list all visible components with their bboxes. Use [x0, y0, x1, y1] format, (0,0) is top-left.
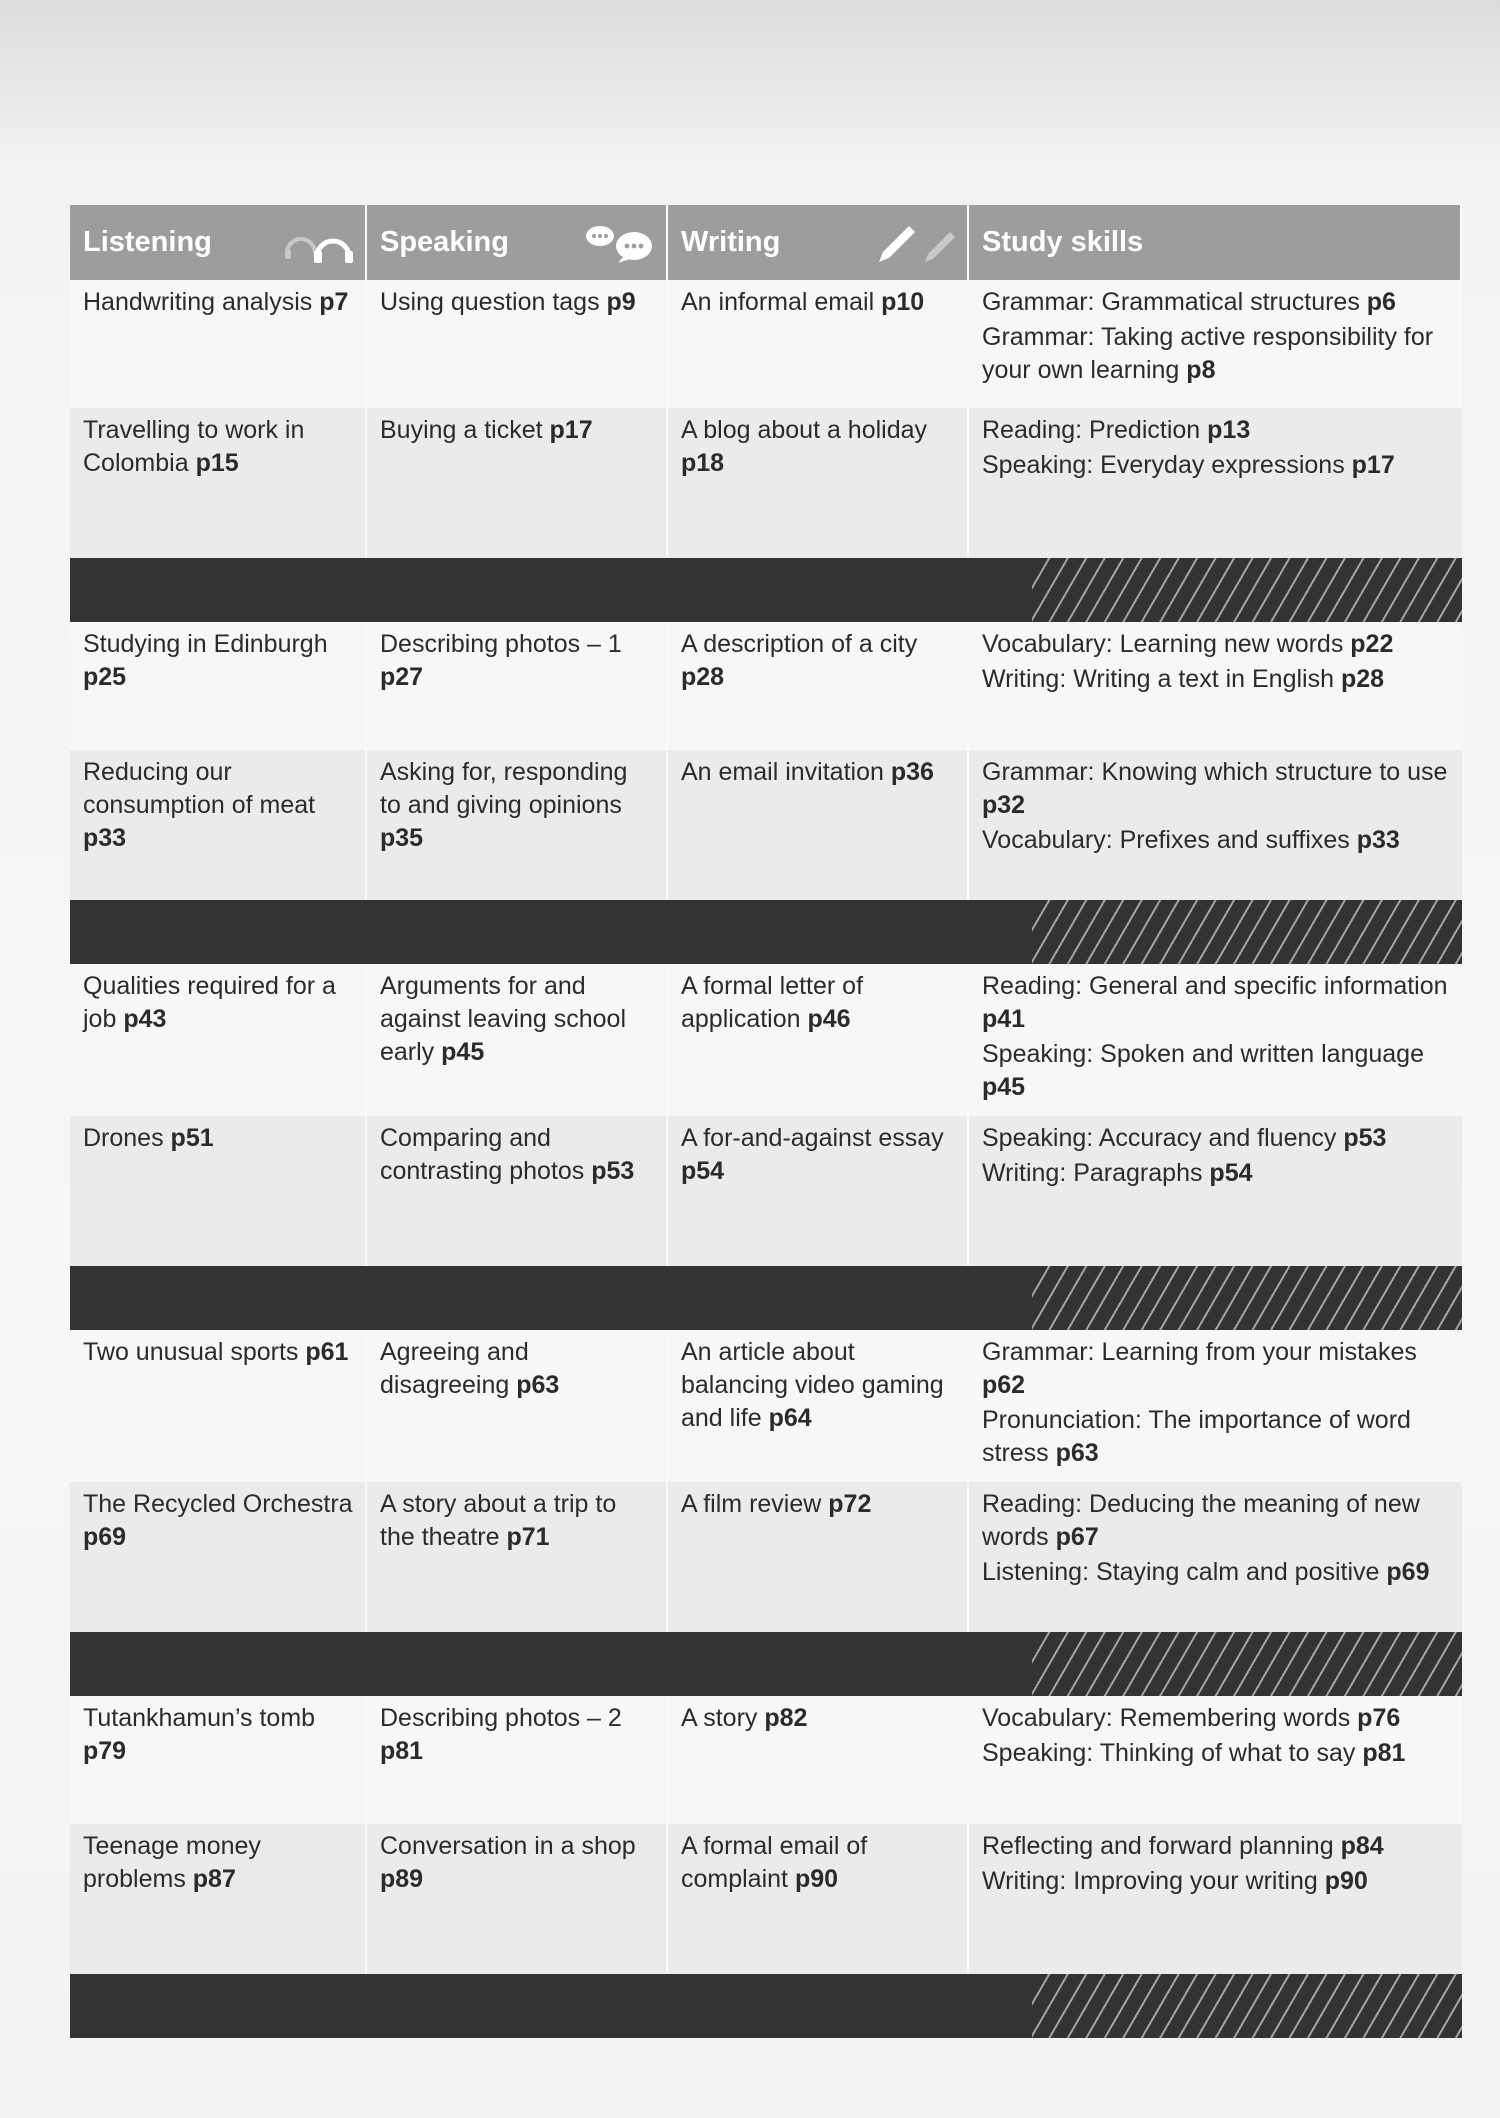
- table-cell: [969, 1330, 1462, 1482]
- table-cell: [367, 622, 668, 750]
- table-cell: [70, 1330, 367, 1482]
- study-skill-item: [982, 663, 1450, 696]
- entry-text: A for-and-against essay: [681, 1124, 944, 1152]
- entry-text: A blog about a holiday: [681, 416, 928, 444]
- study-skill-item: [982, 321, 1450, 387]
- page-reference: p69: [83, 1523, 127, 1551]
- table-cell: [969, 1482, 1462, 1632]
- entry-text: A story: [681, 1704, 765, 1732]
- entry-text: An email invitation: [681, 758, 891, 786]
- study-skill-item: [982, 1702, 1450, 1735]
- page-reference: p67: [1055, 1523, 1099, 1551]
- page-reference: p81: [380, 1737, 424, 1765]
- table-cell: [969, 1824, 1462, 1974]
- unit-divider-band: [70, 558, 1462, 622]
- table-cell: [668, 1330, 969, 1482]
- page-reference: p63: [1055, 1439, 1099, 1467]
- table-cell: [70, 1482, 367, 1632]
- study-skill-item: [982, 824, 1450, 857]
- entry-text: Handwriting analysis: [83, 288, 320, 316]
- page-reference: p28: [1340, 665, 1385, 693]
- page-reference: p7: [319, 288, 349, 316]
- headphones-icon: [283, 223, 353, 263]
- entry-text: Reading: General and specific information: [982, 972, 1448, 1000]
- table-cell: [668, 280, 969, 408]
- table-cell: [70, 622, 367, 750]
- entry-text: Teenage money problems: [83, 1832, 261, 1893]
- page-reference: p90: [1324, 1867, 1368, 1895]
- entry-text: Writing: Writing a text in English: [982, 665, 1341, 693]
- table-cell: [668, 1482, 969, 1632]
- entry-text: Speaking: Spoken and written language: [982, 1040, 1424, 1068]
- page-reference: p33: [1356, 826, 1400, 854]
- entry-text: Studying in Edinburgh: [83, 630, 328, 658]
- table-cell: [969, 964, 1462, 1116]
- table-cell: [70, 1116, 367, 1266]
- column-header-label: Writing: [681, 226, 781, 258]
- entry-text: Conversation in a shop: [380, 1832, 636, 1860]
- study-skill-item: [982, 970, 1450, 1036]
- page-reference: p33: [83, 824, 127, 852]
- table-cell: [367, 1330, 668, 1482]
- page-reference: p45: [982, 1073, 1026, 1101]
- column-header-label: Study skills: [982, 226, 1144, 258]
- table-cell: [668, 1696, 969, 1824]
- column-header-listening: [70, 205, 367, 280]
- table-cell: [668, 1116, 969, 1266]
- entry-text: Tutankhamun’s tomb: [83, 1704, 316, 1732]
- unit-divider-band: [70, 1632, 1462, 1696]
- entry-text: Speaking: Everyday expressions: [982, 451, 1352, 479]
- page-reference: p62: [982, 1371, 1026, 1399]
- page-reference: p41: [982, 1005, 1026, 1033]
- entry-text: Asking for, responding to and giving opinions: [380, 758, 628, 819]
- page-reference: p36: [890, 758, 934, 786]
- page-reference: p46: [807, 1005, 851, 1033]
- page-reference: p22: [1350, 630, 1394, 658]
- page-reference: p76: [1357, 1704, 1401, 1732]
- page-reference: p54: [1209, 1159, 1253, 1187]
- study-skill-item: [982, 1556, 1450, 1589]
- entry-text: Reading: Prediction: [982, 416, 1208, 444]
- table-cell: [70, 1824, 367, 1974]
- entry-text: Writing: Paragraphs: [982, 1159, 1210, 1187]
- entry-text: Pronunciation: The importance of word stress: [982, 1406, 1411, 1467]
- column-header-label: Listening: [83, 226, 212, 258]
- page-reference: p69: [1386, 1558, 1430, 1586]
- entry-text: Using question tags: [380, 288, 607, 316]
- entry-text: Grammar: Taking active responsibility for your own learning: [982, 323, 1434, 384]
- entry-text: Vocabulary: Learning new words: [982, 630, 1351, 658]
- study-skill-item: [982, 1122, 1450, 1155]
- entry-text: Agreeing and disagreeing: [380, 1338, 529, 1399]
- page-reference: p43: [123, 1005, 167, 1033]
- page-reference: p18: [681, 449, 725, 477]
- entry-text: Arguments for and against leaving school early: [380, 972, 626, 1066]
- study-skill-item: [982, 1157, 1450, 1190]
- page-reference: p45: [441, 1038, 485, 1066]
- entry-text: Grammar: Grammatical structures: [982, 288, 1367, 316]
- unit-divider-band: [70, 900, 1462, 964]
- entry-text: Reducing our consumption of meat: [83, 758, 316, 819]
- page-reference: p72: [828, 1490, 872, 1518]
- table-cell: [70, 964, 367, 1116]
- table-cell: [70, 1696, 367, 1824]
- entry-text: Writing: Improving your writing: [982, 1867, 1325, 1895]
- table-cell: [70, 408, 367, 558]
- page-reference: p90: [794, 1865, 839, 1893]
- entry-text: Drones: [83, 1124, 171, 1152]
- pencil-icon: [875, 222, 955, 264]
- entry-text: Qualities required for a job: [83, 972, 336, 1033]
- table-cell: [367, 1482, 668, 1632]
- entry-text: The Recycled Orchestra: [83, 1490, 353, 1518]
- entry-text: A film review: [681, 1490, 829, 1518]
- entry-text: Speaking: Thinking of what to say: [982, 1739, 1363, 1767]
- page-reference: p32: [982, 791, 1026, 819]
- speech-bubble-icon: [584, 222, 654, 264]
- table-cell: [367, 750, 668, 900]
- study-skill-item: [982, 1038, 1450, 1104]
- entry-text: A story about a trip to the theatre: [380, 1490, 617, 1551]
- page-reference: p17: [1351, 451, 1395, 479]
- unit-divider-band: [70, 1266, 1462, 1330]
- page-reference: p35: [380, 824, 424, 852]
- page-reference: p54: [681, 1157, 725, 1185]
- entry-text: A formal letter of application: [681, 972, 864, 1033]
- entry-text: A description of a city: [681, 630, 918, 658]
- study-skill-item: [982, 756, 1450, 822]
- entry-text: Buying a ticket: [380, 416, 550, 444]
- page-reference: p25: [83, 663, 127, 691]
- column-header-writing: [668, 205, 969, 280]
- contents-table: [70, 205, 1462, 2038]
- study-skill-item: [982, 1336, 1450, 1402]
- page-reference: p6: [1366, 288, 1396, 316]
- page-reference: p17: [549, 416, 593, 444]
- table-cell: [668, 750, 969, 900]
- entry-text: Comparing and contrasting photos: [380, 1124, 592, 1185]
- entry-text: Reflecting and forward planning: [982, 1832, 1341, 1860]
- study-skill-item: [982, 414, 1450, 447]
- page-reference: p64: [768, 1404, 812, 1432]
- column-header-speaking: [367, 205, 668, 280]
- table-cell: [70, 280, 367, 408]
- page-reference: p13: [1207, 416, 1251, 444]
- page-reference: p10: [881, 288, 925, 316]
- table-cell: [969, 1116, 1462, 1266]
- table-cell: [367, 1116, 668, 1266]
- table-cell: [969, 750, 1462, 900]
- entry-text: An informal email: [681, 288, 882, 316]
- table-cell: [367, 1824, 668, 1974]
- study-skill-item: [982, 1830, 1450, 1863]
- column-header-label: Speaking: [380, 226, 509, 258]
- study-skill-item: [982, 1865, 1450, 1898]
- entry-text: Listening: Staying calm and positive: [982, 1558, 1387, 1586]
- table-cell: [969, 280, 1462, 408]
- table-cell: [668, 408, 969, 558]
- page-reference: p61: [305, 1338, 349, 1366]
- page-reference: p89: [380, 1865, 424, 1893]
- study-skill-item: [982, 449, 1450, 482]
- study-skill-item: [982, 628, 1450, 661]
- entry-text: Vocabulary: Remembering words: [982, 1704, 1358, 1732]
- column-header-study-skills: [969, 205, 1462, 280]
- page-reference: p8: [1186, 356, 1216, 384]
- page-reference: p53: [591, 1157, 635, 1185]
- page-reference: p71: [506, 1523, 550, 1551]
- page-reference: p82: [764, 1704, 808, 1732]
- page-reference: p79: [83, 1737, 127, 1765]
- table-cell: [668, 964, 969, 1116]
- entry-text: Describing photos – 1: [380, 630, 622, 658]
- table-cell: [969, 408, 1462, 558]
- study-skill-item: [982, 1404, 1450, 1470]
- table-cell: [969, 622, 1462, 750]
- entry-text: Reading: Deducing the meaning of new words: [982, 1490, 1420, 1551]
- page-reference: p28: [681, 663, 725, 691]
- table-cell: [969, 1696, 1462, 1824]
- entry-text: Vocabulary: Prefixes and suffixes: [982, 826, 1357, 854]
- table-cell: [668, 1824, 969, 1974]
- entry-text: Describing photos – 2: [380, 1704, 622, 1732]
- table-cell: [668, 622, 969, 750]
- page-reference: p63: [516, 1371, 560, 1399]
- entry-text: An article about balancing video gaming and life: [681, 1338, 944, 1432]
- table-cell: [367, 280, 668, 408]
- entry-text: Speaking: Accuracy and fluency: [982, 1124, 1344, 1152]
- study-skill-item: [982, 286, 1450, 319]
- page-reference: p15: [195, 449, 239, 477]
- page-reference: p87: [192, 1865, 236, 1893]
- entry-text: Grammar: Knowing which structure to use: [982, 758, 1448, 786]
- study-skill-item: [982, 1737, 1450, 1770]
- page-reference: p53: [1343, 1124, 1387, 1152]
- entry-text: Two unusual sports: [83, 1338, 306, 1366]
- entry-text: A formal email of complaint: [681, 1832, 868, 1893]
- table-cell: [367, 964, 668, 1116]
- entry-text: Travelling to work in Colombia: [83, 416, 305, 477]
- page-reference: p84: [1340, 1832, 1384, 1860]
- page-reference: p51: [170, 1124, 214, 1152]
- table-cell: [367, 1696, 668, 1824]
- page-reference: p9: [606, 288, 636, 316]
- study-skill-item: [982, 1488, 1450, 1554]
- table-cell: [70, 750, 367, 900]
- page-reference: p81: [1362, 1739, 1406, 1767]
- unit-divider-band: [70, 1974, 1462, 2038]
- entry-text: Grammar: Learning from your mistakes: [982, 1338, 1417, 1366]
- page-reference: p27: [380, 663, 424, 691]
- table-cell: [367, 408, 668, 558]
